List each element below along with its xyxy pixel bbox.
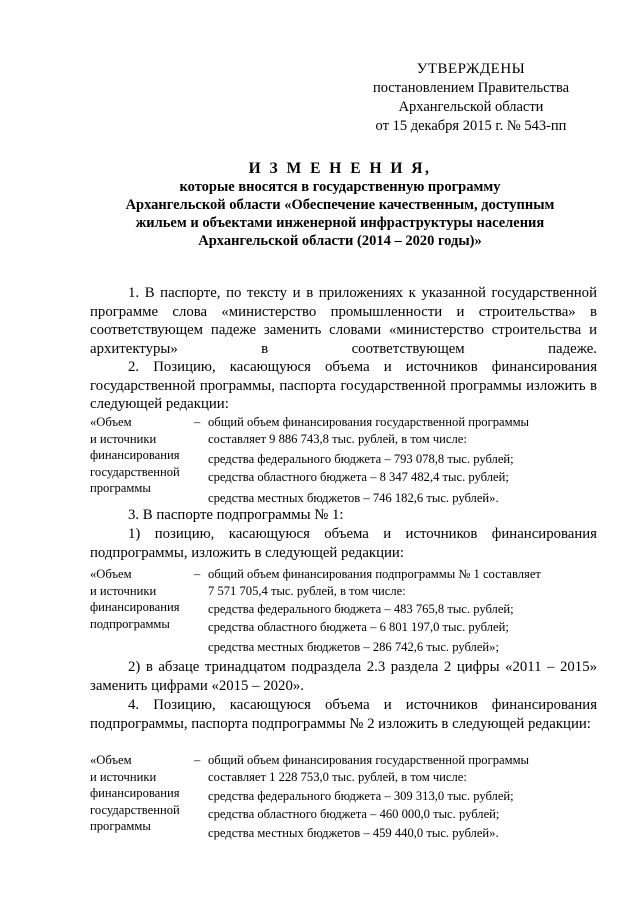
financing-line: средства федерального бюджета – 483 765,8 тыс. рублей; bbox=[208, 602, 514, 616]
financing-line: общий объем финансирования государственной программы bbox=[208, 415, 530, 429]
title-line-4: жильем и объектами инженерной инфраструктуры населения bbox=[135, 215, 545, 231]
financing-line: средства областного бюджета – 8 347 482,4 тыс. рублей; bbox=[208, 470, 509, 484]
financing-line: составляет 9 886 743,8 тыс. рублей, в том числе: bbox=[208, 432, 467, 446]
title-line-2: которые вносятся в государственную программу bbox=[179, 179, 501, 195]
approval-heading: УТВЕРЖДЕНЫ bbox=[416, 61, 526, 77]
financing-line: средства федерального бюджета – 309 313,0 тыс. рублей; bbox=[208, 789, 514, 803]
financing-line: средства областного бюджета – 460 000,0 тыс. рублей; bbox=[208, 807, 500, 821]
financing-line: средства федерального бюджета – 793 078,8 тыс. рублей; bbox=[208, 452, 514, 466]
financing-label-1: «Объем и источники финансирования государственной программы bbox=[90, 415, 180, 495]
dash: – bbox=[194, 415, 201, 429]
financing-line: средства областного бюджета – 6 801 197,0 тыс. рублей; bbox=[208, 620, 509, 634]
financing-label-2: «Объем и источники финансирования подпрограммы bbox=[90, 567, 180, 631]
title-line-3: Архангельской области «Обеспечение качественным, доступным bbox=[125, 197, 555, 213]
financing-line: 7 571 705,4 тыс. рублей, в том числе: bbox=[208, 584, 406, 598]
approval-line-3: от 15 декабря 2015 г. № 543-пп bbox=[375, 118, 567, 134]
paragraph-3-1: 1) позицию, касающуюся объема и источников финансирования подпрограммы, изложить в следующей редакции: bbox=[90, 526, 597, 561]
paragraph-1: 1. В паспорте, по тексту и в приложениях к указанной государственной программе слова «министерство промышленности и строительства» в соответствующем падеже заменить словами «министерство строительства и архитектуры» в соответствующем падеже. bbox=[90, 285, 597, 357]
title-line-5: Архангельской области (2014 – 2020 годы)» bbox=[198, 233, 482, 249]
financing-line: составляет 1 228 753,0 тыс. рублей, в том числе: bbox=[208, 770, 467, 784]
financing-label-3: «Объем и источники финансирования государственной программы bbox=[90, 753, 180, 833]
financing-line: общий объем финансирования государственной программы bbox=[208, 753, 530, 767]
paragraph-3: 3. В паспорте подпрограммы № 1: bbox=[128, 507, 344, 523]
approval-line-2: Архангельской области bbox=[398, 99, 544, 115]
financing-line: средства местных бюджетов – 286 742,6 тыс. рублей»; bbox=[208, 640, 499, 654]
approval-stamp bbox=[340, 60, 602, 136]
title-line-1: И З М Е Н Е Н И Я, bbox=[248, 160, 432, 177]
dash: – bbox=[194, 567, 201, 581]
financing-line: средства местных бюджетов – 459 440,0 тыс. рублей». bbox=[208, 826, 499, 840]
approval-line-1: постановлением Правительства bbox=[372, 80, 570, 96]
financing-line: общий объем финансирования подпрограммы № 1 составляет bbox=[208, 567, 541, 581]
dash: – bbox=[194, 753, 201, 767]
paragraph-3-2: 2) в абзаце тринадцатом подраздела 2.3 раздела 2 цифры «2011 – 2015» заменить цифрами «2015 – 2020». bbox=[90, 659, 597, 694]
paragraph-2: 2. Позицию, касающуюся объема и источников финансирования государственной программы, паспорта государственной программы изложить в следующей редакции: bbox=[90, 359, 597, 412]
financing-line: средства местных бюджетов – 746 182,6 тыс. рублей». bbox=[208, 491, 499, 505]
document-title bbox=[90, 160, 590, 250]
paragraph-4: 4. Позицию, касающуюся объема и источников финансирования подпрограммы, паспорта подпрограммы № 2 изложить в следующей редакции: bbox=[90, 697, 597, 732]
